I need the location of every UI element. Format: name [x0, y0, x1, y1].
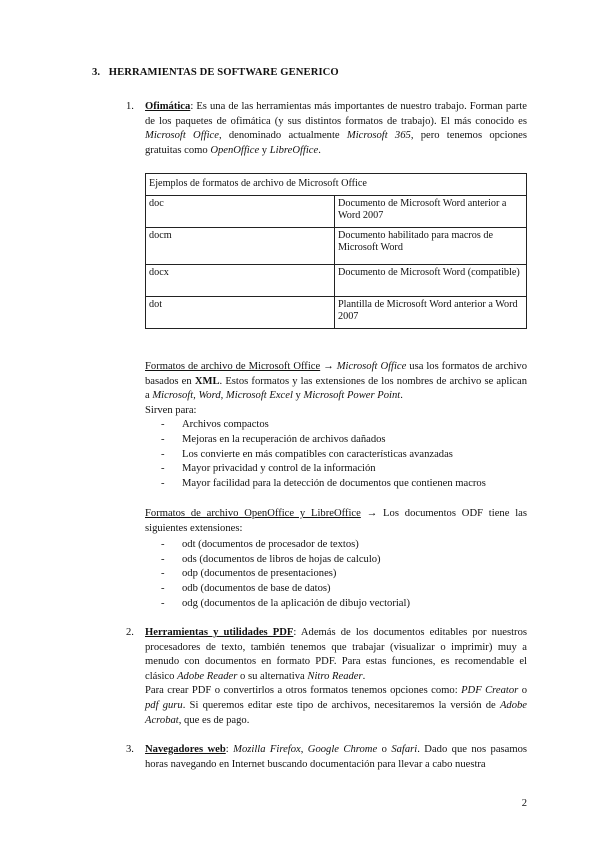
- item2-italic: Nitro Reader: [307, 670, 363, 682]
- table-row: [146, 265, 527, 297]
- item2-italic: Adobe Reader: [177, 670, 238, 682]
- arrow-icon: →: [323, 361, 334, 372]
- item3-italic: Safari: [391, 744, 418, 755]
- item3-text: ,: [300, 744, 308, 755]
- section-number: 3.: [92, 67, 101, 78]
- list-item: - Mayor privacidad y control de la información: [145, 462, 527, 477]
- ms-benefits-list: [145, 418, 527, 491]
- item2-text: o su alternativa: [237, 670, 308, 682]
- ms-italic: Microsoft Power Point: [303, 390, 401, 402]
- item2-term: Herramientas y utilidades PDF: [145, 627, 294, 638]
- list-item: - Archivos compactos: [145, 418, 527, 433]
- list-item: - Mayor facilidad para la detección de documentos que contienen macros: [145, 477, 527, 492]
- table-row: [146, 297, 527, 329]
- table-row: [146, 196, 527, 228]
- odf-formats-heading: Formatos de archivo OpenOffice y LibreOffice: [145, 508, 361, 519]
- item2-italic: Adobe Acrobat: [145, 699, 528, 726]
- list-item: - ods (documentos de libros de hojas de calculo): [145, 553, 527, 568]
- table-cell-desc: Plantilla de Microsoft Word anterior a Word 2007: [335, 297, 527, 329]
- item1-number: 1.: [126, 101, 134, 112]
- ms-formats-paragraph: [145, 360, 527, 491]
- item1-text: , denominado actualmente: [218, 130, 347, 142]
- item3-text: o: [377, 744, 392, 755]
- item2-text: Para crear PDF o convertirlos a otros formatos tenemos opciones como:: [145, 685, 462, 697]
- item1-paragraph: [145, 100, 527, 158]
- item3-italic: Google Chrome: [307, 744, 378, 755]
- table-cell-ext: doc: [146, 196, 335, 228]
- item3-italic: Mozilla Firefox: [233, 744, 301, 755]
- item2-paragraph: [145, 626, 527, 728]
- table-cell-ext: dot: [146, 297, 335, 329]
- item3-paragraph: [145, 743, 527, 772]
- item1-italic: LibreOffice: [269, 144, 319, 156]
- table-cell-desc: Documento de Microsoft Word anterior a Word 2007: [335, 196, 527, 228]
- item3-number: 3.: [126, 744, 134, 755]
- item3-term: Navegadores web: [145, 744, 226, 755]
- item3-text: . Dado que nos pasamos horas navegando en Internet buscando documentación para llevar a cabo nuestra: [145, 744, 528, 770]
- item1-text: .: [318, 144, 321, 156]
- item2-italic: pdf guru: [145, 699, 183, 711]
- item2-paragraph-2: [145, 684, 527, 728]
- section-heading: [92, 66, 339, 81]
- table-row: [146, 228, 527, 265]
- section-title: HERRAMIENTAS DE SOFTWARE GENERICO: [108, 67, 339, 78]
- arrow-icon: →: [366, 508, 378, 519]
- ms-italic: Microsoft, Word, Microsoft Excel: [152, 390, 293, 402]
- table-header-row: [146, 174, 527, 196]
- list-item: - odt (documentos de procesador de textos): [145, 538, 527, 553]
- item1-text: y: [259, 144, 270, 156]
- page-number: 2: [521, 798, 527, 809]
- ms-formats-heading: Formatos de archivo de Microsoft Office: [145, 361, 321, 372]
- ms-italic: Microsoft Office: [336, 361, 407, 372]
- item2-text: .: [362, 670, 366, 682]
- table-header: Ejemplos de formatos de archivo de Microsoft Office: [146, 174, 527, 196]
- item2-text: : Además de los documentos editables por nuestros procesadores de texto, también tenemos que trabajar (visualizar o imprimir) muy a menudo con documentos en formato PDF. Para estas funciones, es recomendable el clásico: [145, 627, 527, 682]
- list-item: - Los convierte en más compatibles con características avanzadas: [145, 448, 527, 463]
- list-item: - Mejoras en la recuperación de archivos dañados: [145, 433, 527, 448]
- item1-text: , pero tenemos opciones gratuitas como: [145, 130, 527, 156]
- serve-label: Sirven para:: [145, 404, 197, 416]
- item3-text: :: [225, 744, 234, 755]
- list-item: - odp (documentos de presentaciones): [145, 567, 527, 582]
- ms-text: y: [292, 390, 304, 402]
- item2-text: . Si queremos editar este tipo de archivos, necesitaremos la versión de: [182, 699, 500, 711]
- odf-formats-paragraph: [145, 507, 527, 611]
- list-item: - odb (documentos de base de datos): [145, 582, 527, 597]
- item2-text: o: [518, 685, 527, 697]
- ms-text: . Estos formatos y las extensiones de los nombres de archivo se aplican a: [145, 375, 527, 402]
- table-cell-ext: docx: [146, 265, 335, 297]
- table-cell-ext: docm: [146, 228, 335, 265]
- item1-text: : Es una de las herramientas más importantes de nuestro trabajo. Forman parte de los paquetes de ofimática (y sus distintos formatos de trabajo). El más conocido es: [145, 101, 527, 127]
- ms-text: .: [400, 390, 403, 402]
- ms-bold: XML: [194, 375, 220, 387]
- table-cell-desc: Documento de Microsoft Word (compatible): [335, 265, 527, 297]
- formats-table: [145, 173, 527, 329]
- item1-italic: OpenOffice: [210, 144, 260, 156]
- item2-italic: PDF Creator: [461, 685, 519, 697]
- odf-extensions-list: [145, 538, 527, 611]
- item1-italic: Microsoft Office: [145, 130, 219, 142]
- list-item: - odg (documentos de la aplicación de dibujo vectorial): [145, 597, 527, 612]
- ms-text: usa los formatos de archivo basados en: [145, 361, 527, 387]
- odf-text: Los documentos ODF tiene las siguientes extensiones:: [145, 508, 527, 534]
- item1-italic: Microsoft 365: [346, 130, 411, 142]
- item1-term: Ofimática: [145, 101, 191, 112]
- item2-number: 2.: [126, 627, 134, 638]
- item2-text: , que es de pago.: [178, 714, 250, 726]
- table-cell-desc: Documento habilitado para macros de Microsoft Word: [335, 228, 527, 265]
